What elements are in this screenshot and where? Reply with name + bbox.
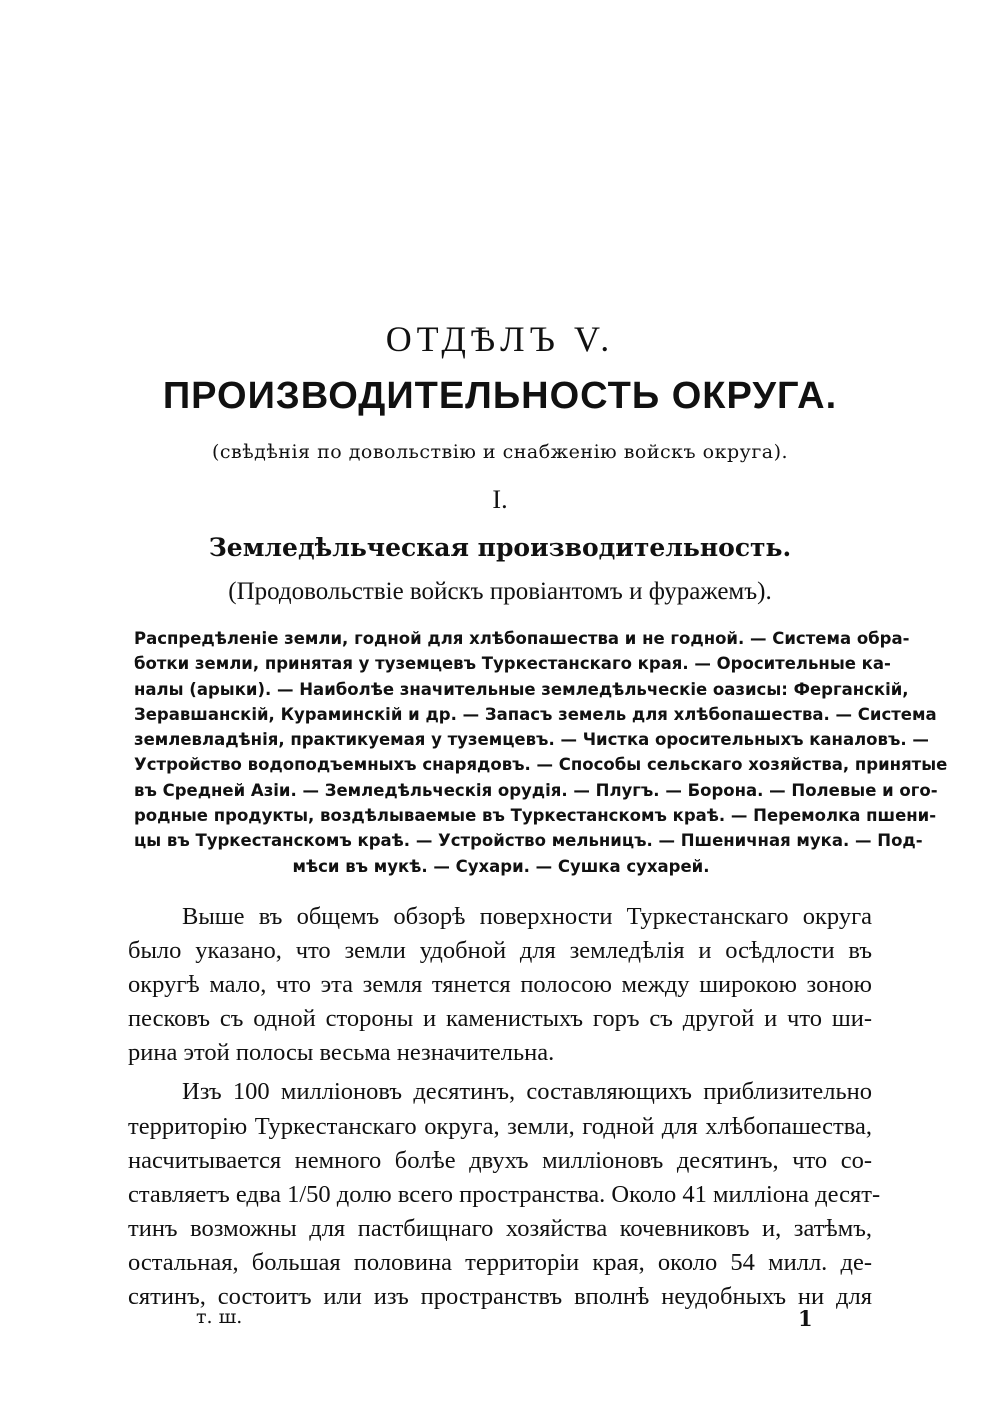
summary-line: налы (арыки). — Наиболѣе значительные земледѣльческіе оазисы: Ферганскій, <box>134 679 909 699</box>
paragraph-line: тинъ возможны для пастбищнаго хозяйства кочевниковъ и, затѣмъ, <box>128 1214 872 1242</box>
signature-mark: т. ш. <box>196 1306 243 1328</box>
chapter-title: Земледѣльческая производительность. <box>208 533 792 562</box>
paragraph-line: было указано, что земли удобной для земледѣлія и осѣдлости въ <box>128 937 872 965</box>
paragraph-line: рина этой полосы весьма незначительна. <box>128 1039 555 1067</box>
summary-line: Устройство водоподъемныхъ снарядовъ. — Способы сельскаго хозяйства, принятые <box>134 755 948 775</box>
title-subtitle: (свѣдѣнія по довольствію и снабженію войскъ округа). <box>211 441 789 463</box>
chapter-summary <box>134 626 948 879</box>
section-heading: ОТДѢЛЪ V. <box>385 319 615 359</box>
paragraph-line: ставляетъ едва 1/50 долю всего пространства. Около 41 милліона десят- <box>128 1180 881 1208</box>
summary-line: въ Средней Азіи. — Земледѣльческія орудія. — Плугъ. — Борона. — Полевые и ого- <box>134 780 938 800</box>
paragraph-line: Изъ 100 милліоновъ десятинъ, составляющихъ приблизительно <box>182 1078 872 1106</box>
summary-line: мѣси въ мукѣ. — Сухари. — Сушка сухарей. <box>292 856 710 876</box>
body-text <box>128 900 881 1314</box>
paragraph-line: Выше въ общемъ обзорѣ поверхности Туркестанскаго округа <box>182 903 872 930</box>
main-title: ПРОИЗВОДИТЕЛЬНОСТЬ ОКРУГА. <box>162 375 838 417</box>
page-number: 1 <box>798 1306 813 1331</box>
summary-line: цы въ Туркестанскомъ краѣ. — Устройство мельницъ. — Пшеничная мука. — Под- <box>134 831 923 851</box>
paragraph-line: насчитывается немного болѣе двухъ милліоновъ десятинъ, что со- <box>128 1146 872 1174</box>
paragraph-line: территорію Туркестанскаго округа, земли, годной для хлѣбопашества, <box>128 1112 872 1140</box>
summary-line: Распредѣленіе земли, годной для хлѣбопашества и не годной. — Система обра- <box>134 629 910 648</box>
chapter-number: I. <box>492 485 508 514</box>
paragraph-line: остальная, большая половина территоріи края, около 54 милл. де- <box>128 1248 872 1276</box>
paragraph-line: сятинъ, состоитъ или изъ пространствъ вполнѣ неудобныхъ ни для <box>128 1283 872 1311</box>
summary-line: ботки земли, принятая у туземцевъ Туркестанскаго края. — Оросительные ка- <box>134 654 891 674</box>
summary-line: Зеравшанскій, Кураминскій и др. — Запасъ земель для хлѣбопашества. — Система <box>134 704 937 724</box>
paragraph-line: округѣ мало, что эта земля тянется полосою между широкою зоною <box>128 971 872 999</box>
summary-line: родные продукты, воздѣлываемые въ Туркестанскомъ краѣ. — Перемолка пшени- <box>134 806 937 826</box>
summary-line: землевладѣнія, практикуемая у туземцевъ. — Чистка оросительныхъ каналовъ. — <box>134 730 929 750</box>
chapter-subtitle: (Продовольствіе войскъ провіантомъ и фуражемъ). <box>228 578 772 605</box>
paragraph-line: песковъ съ одной стороны и каменистыхъ горъ съ другой и что ши- <box>128 1005 872 1033</box>
